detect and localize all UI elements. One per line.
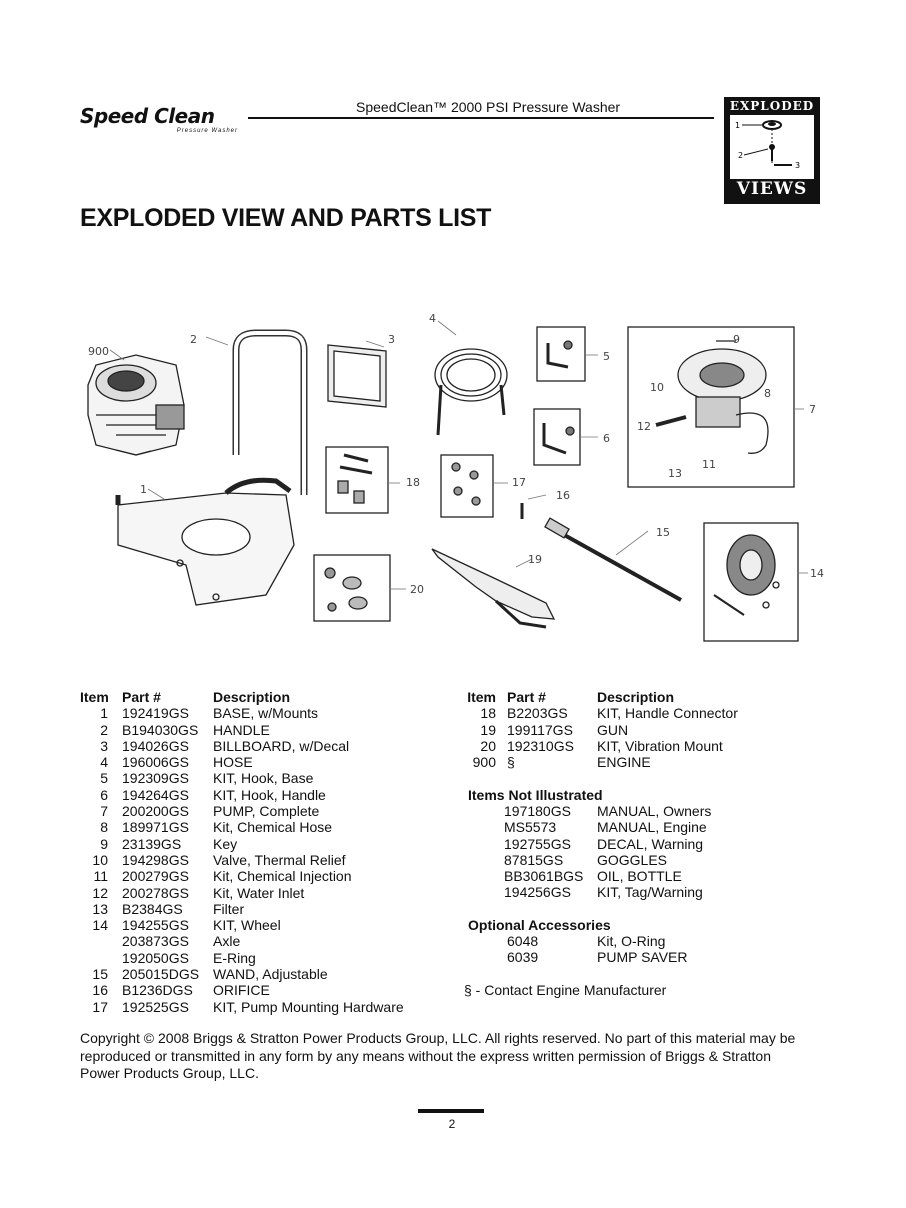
row-item: 9 [100, 835, 108, 852]
row-item: 11 [93, 868, 108, 885]
row-description: MANUAL, Engine [597, 819, 707, 836]
optional-accessories-table [462, 933, 802, 966]
callout-label: 1 [140, 483, 147, 496]
row-description: BASE, w/Mounts [213, 705, 319, 722]
row-item: 1 [100, 705, 108, 722]
row-part: B194030GS [122, 721, 199, 738]
callout-label: 17 [512, 476, 526, 489]
row-part: 200279GS [122, 868, 189, 885]
row-description: HANDLE [213, 721, 270, 738]
optional-accessories-title: Optional Accessories [468, 917, 611, 933]
callout-label: 5 [603, 350, 610, 363]
table-row [462, 738, 802, 754]
row-part: 23139GS [122, 835, 182, 852]
badge-top-text: EXPLODED [729, 99, 815, 113]
table-row [462, 868, 802, 884]
badge-callout: 1 [735, 121, 741, 130]
row-description: KIT, Hook, Handle [213, 786, 326, 803]
row-item: 8 [100, 819, 108, 836]
base-drawing [118, 480, 294, 605]
row-description: KIT, Vibration Mount [597, 737, 723, 754]
callout-label: 900 [88, 345, 109, 358]
header-rule [248, 117, 714, 119]
table-row [462, 722, 802, 738]
hose-drawing [435, 321, 507, 435]
row-part: 196006GS [122, 754, 189, 771]
row-item: 16 [92, 982, 108, 999]
page-number: 2 [448, 1117, 456, 1131]
table-row [80, 787, 420, 803]
row-part: 192755GS [504, 835, 571, 852]
row-description: KIT, Wheel [213, 917, 281, 934]
header-part: Part # [507, 689, 546, 705]
row-item: 19 [480, 721, 496, 738]
row-part: 192309GS [122, 770, 189, 787]
row-part: BB3061BGS [504, 868, 584, 885]
handle-connector-drawing [326, 447, 400, 513]
callout-label: 15 [656, 526, 670, 539]
row-description: OIL, BOTTLE [597, 868, 682, 885]
row-item: 5 [100, 770, 108, 787]
callout-label: 19 [528, 553, 542, 566]
table-row [80, 819, 420, 835]
row-part: 199117GS [507, 721, 573, 738]
items-not-illustrated-title: Items Not Illustrated [468, 787, 603, 803]
table-row [80, 966, 420, 982]
callout-label: 6 [603, 432, 610, 445]
callout-label: 13 [668, 467, 682, 480]
parts-table-right [462, 689, 802, 770]
callout-label: 20 [410, 583, 424, 596]
row-description: ORIFICE [213, 982, 270, 999]
header-item: Item [80, 689, 109, 705]
row-part: 192419GS [122, 705, 189, 722]
table-row [80, 836, 420, 852]
row-item: 900 [472, 754, 496, 771]
table-row [80, 754, 420, 770]
row-description: Kit, O-Ring [597, 933, 666, 949]
row-item: 15 [92, 966, 108, 983]
table-row [80, 917, 420, 933]
table-row [462, 819, 802, 835]
vibration-mount-drawing [314, 555, 406, 621]
table-row [462, 933, 802, 949]
brand-logo [80, 104, 242, 138]
row-item: 18 [480, 705, 496, 722]
callout-label: 7 [809, 403, 816, 416]
engine-drawing [88, 350, 184, 455]
table-row [80, 803, 420, 819]
table-row [462, 705, 802, 721]
row-part: 6039 [507, 949, 539, 966]
items-not-illustrated-table [462, 803, 802, 901]
row-description: PUMP SAVER [597, 949, 688, 966]
row-description: MANUAL, Owners [597, 803, 712, 819]
callout-label: 11 [702, 458, 716, 471]
parts-table-left [80, 689, 420, 1015]
header-description: Description [597, 689, 675, 705]
row-part: 205015DGS [122, 966, 200, 983]
badge-bottom-text: VIEWS [736, 179, 808, 199]
table-row [80, 950, 420, 966]
row-description: Kit, Chemical Injection [213, 868, 352, 885]
row-part: 189971GS [122, 819, 189, 836]
row-item: 3 [100, 737, 108, 754]
row-part: 194255GS [122, 917, 189, 934]
hook-handle-drawing [534, 409, 598, 465]
row-description: Kit, Water Inlet [213, 884, 305, 901]
row-description: GOGGLES [597, 851, 668, 868]
header-item: Item [467, 689, 496, 705]
wheel-kit-drawing [704, 523, 808, 641]
row-item: 14 [92, 917, 108, 934]
row-item: 6 [100, 786, 108, 803]
row-part: 192310GS [507, 737, 574, 754]
table-row [462, 884, 802, 900]
row-description: KIT, Hook, Base [213, 770, 314, 787]
row-description: GUN [597, 721, 629, 738]
table-row [462, 852, 802, 868]
page-number-rule [418, 1109, 484, 1113]
table-row [80, 901, 420, 917]
handle-drawing [206, 333, 304, 495]
row-part: B2384GS [122, 900, 183, 917]
row-part: 194264GS [122, 786, 189, 803]
table-row [80, 738, 420, 754]
callout-label: 3 [388, 333, 395, 346]
badge-illustration [730, 115, 814, 179]
row-item: 17 [92, 998, 108, 1015]
row-part: 197180GS [504, 803, 571, 819]
table-row [80, 868, 420, 884]
callout-label: 14 [810, 567, 824, 580]
row-part: 200278GS [122, 884, 189, 901]
row-description: WAND, Adjustable [213, 966, 328, 983]
row-part: 194256GS [504, 884, 571, 901]
mounting-hardware-drawing [441, 455, 508, 517]
row-item: 7 [100, 803, 108, 820]
billboard-drawing [328, 341, 386, 407]
callout-label: 4 [429, 312, 436, 325]
callout-label: 2 [190, 333, 197, 346]
copyright-notice: Copyright © 2008 Briggs & Stratton Power Products Group, LLC. All rights reserved. No part of this material may be reproduced or transmitted in any form by any means without the express written permission of Briggs & Stratton Power Products Group, LLC. [80, 1030, 796, 1081]
row-part: 200200GS [122, 803, 189, 820]
table-row [462, 803, 802, 819]
brand-tagline: Pressure Washer [176, 128, 238, 134]
table-row [80, 852, 420, 868]
pump-drawing [628, 327, 804, 487]
row-part: B2203GS [507, 705, 568, 722]
row-description: HOSE [213, 754, 253, 771]
row-item: 4 [100, 754, 108, 771]
row-part: 192050GS [122, 949, 189, 966]
table-row [462, 836, 802, 852]
table-row [462, 949, 802, 965]
table-row [80, 770, 420, 786]
row-item: 20 [480, 737, 496, 754]
table-row [80, 722, 420, 738]
callout-label: 8 [764, 387, 771, 400]
row-item: 2 [100, 721, 108, 738]
row-description: Filter [213, 900, 245, 917]
row-part: 194298GS [122, 851, 189, 868]
row-description: ENGINE [597, 754, 651, 771]
callout-label: 10 [650, 381, 664, 394]
table-row [80, 999, 420, 1015]
table-row [80, 885, 420, 901]
callout-label: 12 [637, 420, 651, 433]
row-description: BILLBOARD, w/Decal [213, 737, 350, 754]
row-description: Key [213, 835, 238, 852]
row-description: Axle [213, 933, 241, 950]
row-description: DECAL, Warning [597, 835, 704, 852]
table-header [80, 689, 420, 705]
table-row [80, 705, 420, 721]
row-part: 192525GS [122, 998, 189, 1015]
row-description: KIT, Tag/Warning [597, 884, 703, 901]
row-part: 203873GS [122, 933, 189, 950]
row-part: 87815GS [504, 851, 564, 868]
header-description: Description [213, 689, 291, 705]
row-item: 13 [92, 900, 108, 917]
hook-base-drawing [537, 327, 598, 381]
row-part: 6048 [507, 933, 539, 949]
row-item: 12 [92, 884, 108, 901]
callout-label: 9 [733, 333, 740, 346]
page-heading: EXPLODED VIEW AND PARTS LIST [80, 204, 492, 232]
row-part: § [507, 754, 515, 771]
badge-callout: 3 [795, 161, 801, 170]
row-part: B1236DGS [122, 982, 193, 999]
table-row [462, 754, 802, 770]
callout-label: 16 [556, 489, 570, 502]
table-header [462, 689, 802, 705]
row-description: Valve, Thermal Relief [213, 851, 346, 868]
orifice-drawing [522, 495, 546, 519]
row-part: 194026GS [122, 737, 189, 754]
badge-callout: 2 [738, 151, 744, 160]
row-part: MS5573 [504, 819, 557, 836]
document-title: SpeedClean™ 2000 PSI Pressure Washer [356, 99, 621, 115]
brand-logo-text: Speed Clean [80, 104, 215, 128]
exploded-views-badge [724, 97, 820, 204]
table-row [80, 982, 420, 998]
row-description: E-Ring [213, 949, 256, 966]
row-description: KIT, Pump Mounting Hardware [213, 998, 404, 1015]
row-item: 10 [92, 851, 108, 868]
footnote: § - Contact Engine Manufacturer [464, 982, 667, 998]
table-row [80, 933, 420, 949]
row-description: Kit, Chemical Hose [213, 819, 333, 836]
exploded-view-diagram [76, 305, 836, 655]
row-description: KIT, Handle Connector [597, 705, 738, 722]
header-part: Part # [122, 689, 161, 705]
callout-label: 18 [406, 476, 420, 489]
row-description: PUMP, Complete [213, 803, 320, 820]
